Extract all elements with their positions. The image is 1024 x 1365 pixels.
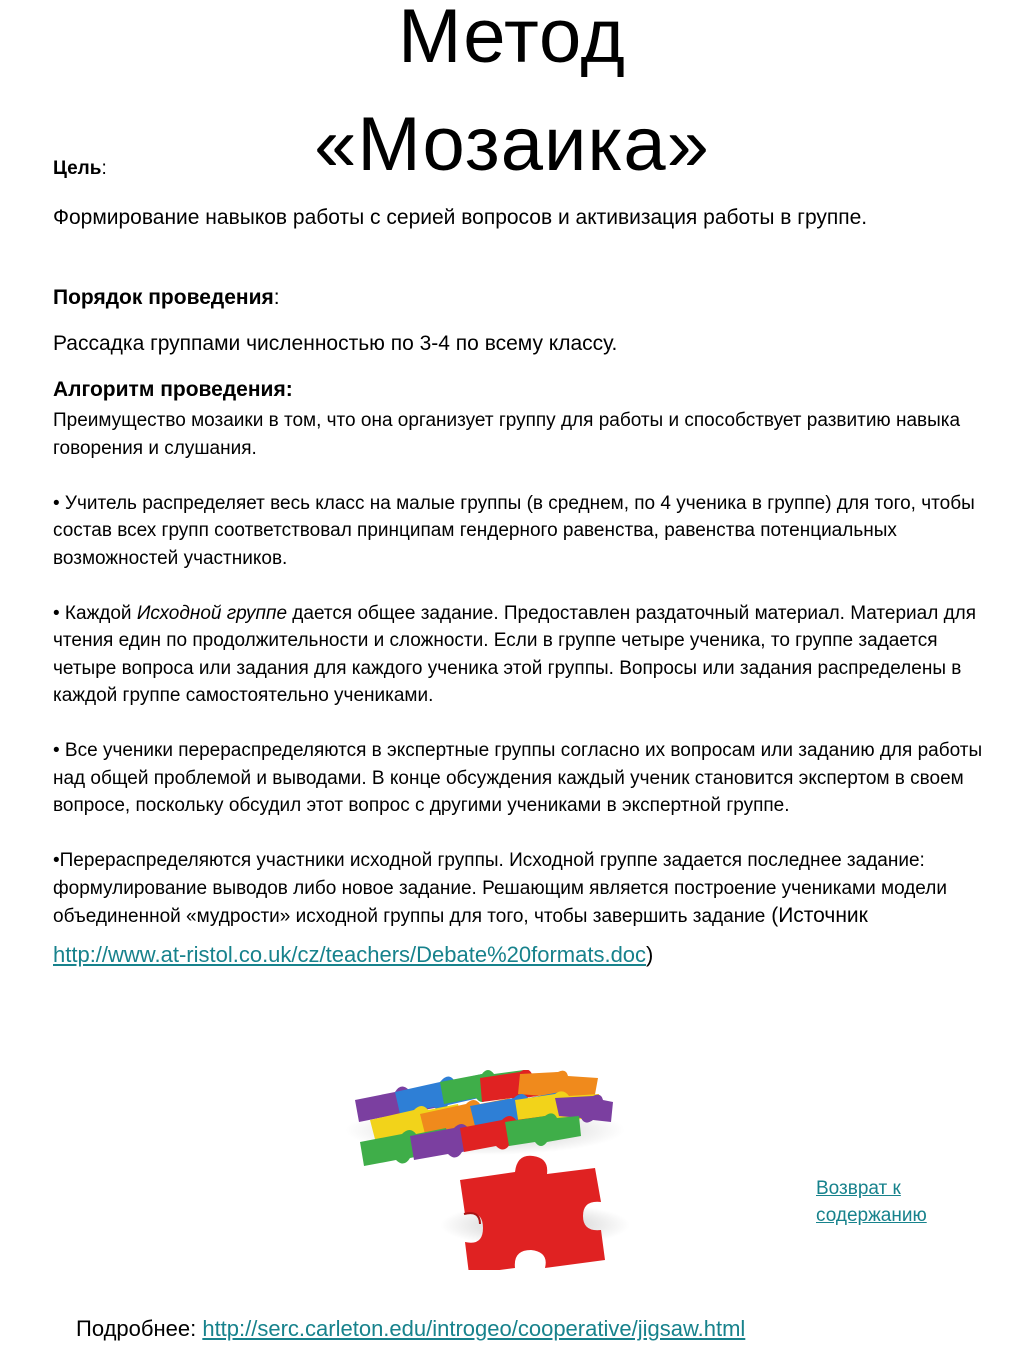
puzzle-pieces-image <box>300 1070 655 1270</box>
order-heading: Порядок проведения <box>53 286 274 309</box>
algorithm-heading: Алгоритм проведения: <box>53 378 293 401</box>
back-to-contents <box>816 1175 976 1229</box>
source-line <box>53 937 988 973</box>
order-heading-line <box>53 284 280 312</box>
back-to-contents-link[interactable]: Возврат к содержанию <box>816 1178 927 1226</box>
goal-text: Формирование навыков работы с серией вопросов и активизация работы в группе. <box>53 206 868 229</box>
source-label: (Источник <box>765 904 868 927</box>
bullet-2-italic: Исходной группе <box>136 602 288 624</box>
source-link[interactable]: http://www.at-ristol.co.uk/cz/teachers/Debate%20formats.doc <box>53 941 647 967</box>
more-info-line <box>76 1312 745 1346</box>
algorithm-intro: Преимущество мозаики в том, что она организует группу для работы и способствует развитию навыка говорения и слушания. <box>53 410 961 459</box>
algorithm-bullet-3: • Все ученики перераспределяются в экспертные группы согласно их вопросам или заданию для работы над общей проблемой и выводами. В конце обсуждения каждый ученик становится экспертом в своем вопросе, поскольку обсудил этот вопрос с другими учениками в экспертной группе. <box>53 740 983 816</box>
algorithm-bullet-4 <box>53 847 988 931</box>
order-text: Рассадка группами численностью по 3-4 по всему классу. <box>53 332 618 355</box>
order-heading-colon: : <box>273 286 280 309</box>
puzzle-pieces-icon <box>300 1070 655 1270</box>
bullet-2-start: • Каждой <box>53 602 137 624</box>
bullet-2-rest: дается общее задание. Предоставлен раздаточный материал. Материал для чтения един по продолжительности и сложности. Если в группе четыре ученика, то группе задается четыре вопроса или задания для каждого ученика этой группы. Вопросы или задания распределены в каждой группе самостоятельно учениками. <box>53 602 977 706</box>
source-close-paren: ) <box>646 941 654 967</box>
more-link[interactable]: http://serc.carleton.edu/introgeo/cooperative/jigsaw.html <box>202 1316 746 1341</box>
page-title-line2: «Мозаика» <box>314 102 710 187</box>
goal-heading: Цель <box>53 158 102 179</box>
algorithm-bullet-1: • Учитель распределяет весь класс на малые группы (в среднем, по 4 ученика в группе) для того, чтобы состав всех групп соответствовал принципам гендерного равенства, равенства потенциальных возможностей участников. <box>53 492 975 569</box>
bullet-4-text: •Перераспределяются участники исходной группы. Исходной группе задается последнее задание: формулирование выводов либо новое задание. Решающим является построение учениками модели объединенной «мудрости» исходной группы для того, чтобы завершить задание <box>53 850 947 927</box>
goal-heading-line <box>53 155 107 183</box>
page-title-line1: Метод <box>398 0 626 79</box>
goal-heading-colon: : <box>101 158 107 179</box>
algorithm-bullet-2 <box>53 600 988 710</box>
more-label: Подробнее: <box>76 1316 203 1341</box>
algorithm-body <box>53 407 988 973</box>
